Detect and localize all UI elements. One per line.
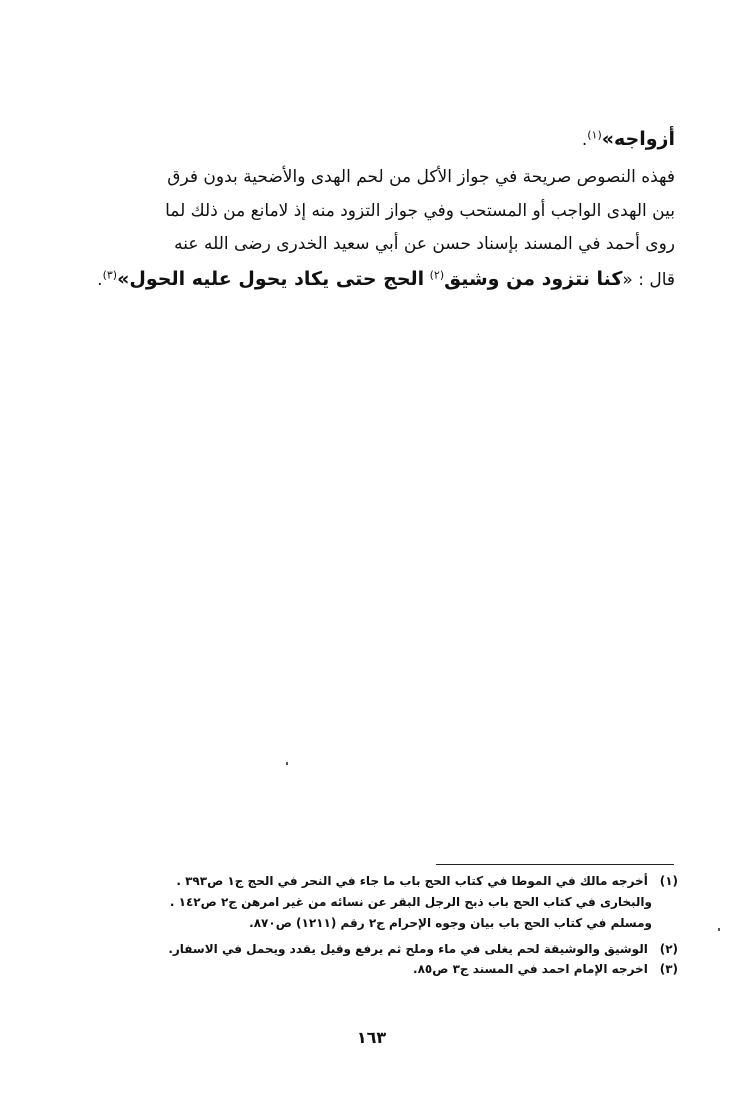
body-line-2: فهذه النصوص صريحة في جواز الأكل من لحم الهدى والأضحية بدون فرق <box>167 167 675 187</box>
footnote-ref-2: (٢) <box>429 268 445 282</box>
body-line-5 <box>97 264 675 295</box>
footnote-2 <box>168 942 678 956</box>
hadith-quote-part-a: كنا نتزود من وشيق <box>444 268 623 290</box>
footnote-3-number: (٣) <box>659 962 678 976</box>
line1-period: . <box>581 130 588 150</box>
footnote-2-text: الوشيق والوشيقة لحم يغلى في ماء وملح ثم يرفع وقيل يقدد ويحمل في الاسفار. <box>168 942 648 956</box>
body-line-4: روى أحمد في المسند بإسناد حسن عن أبي سعيد الخدرى رضى الله عنه <box>174 234 675 254</box>
body-line-3: بين الهدى الواجب أو المستحب وفي جواز التزود منه إذ لامانع من ذلك لما <box>165 201 675 221</box>
footnote-1-line-1: أخرجه مالك في الموطا في كتاب الحج باب ما جاء في النحر في الحج ج١ ص٣٩٣ . <box>176 874 648 888</box>
footnote-ref-1: (١) <box>587 128 602 142</box>
line5-period: . <box>97 270 103 290</box>
footnote-3 <box>413 962 678 976</box>
scan-speck <box>286 762 288 765</box>
hadith-quote-part-b: الحج حتى يكاد يحول عليه الحول» <box>117 268 425 290</box>
footnote-1-number: (١) <box>659 874 678 888</box>
scan-speck <box>718 928 720 931</box>
footnote-ref-3: (٣) <box>102 268 118 282</box>
quote-intro: قال : « <box>622 270 675 290</box>
footnote-separator <box>436 864 674 865</box>
body-line-1 <box>582 124 675 155</box>
footnote-3-text: اخرجه الإمام احمد في المسند ج٣ ص٨٥. <box>413 962 648 976</box>
quote-end-word: أزواجه» <box>601 128 675 150</box>
page-number: ١٦٣ <box>356 1028 387 1047</box>
footnote-2-number: (٢) <box>659 942 678 956</box>
footnote-1-line-3: ومسلم في كتاب الحج باب بيان وجوه الإحرام ج٢ رقم (١٢١١) ص٨٧٠. <box>249 916 652 930</box>
footnote-1-line-2: والبخارى في كتاب الحج باب ذبح الرجل البقر عن نسائه من غير امرهن ج٢ ص١٤٢ . <box>169 895 652 909</box>
footnote-1 <box>176 874 678 888</box>
